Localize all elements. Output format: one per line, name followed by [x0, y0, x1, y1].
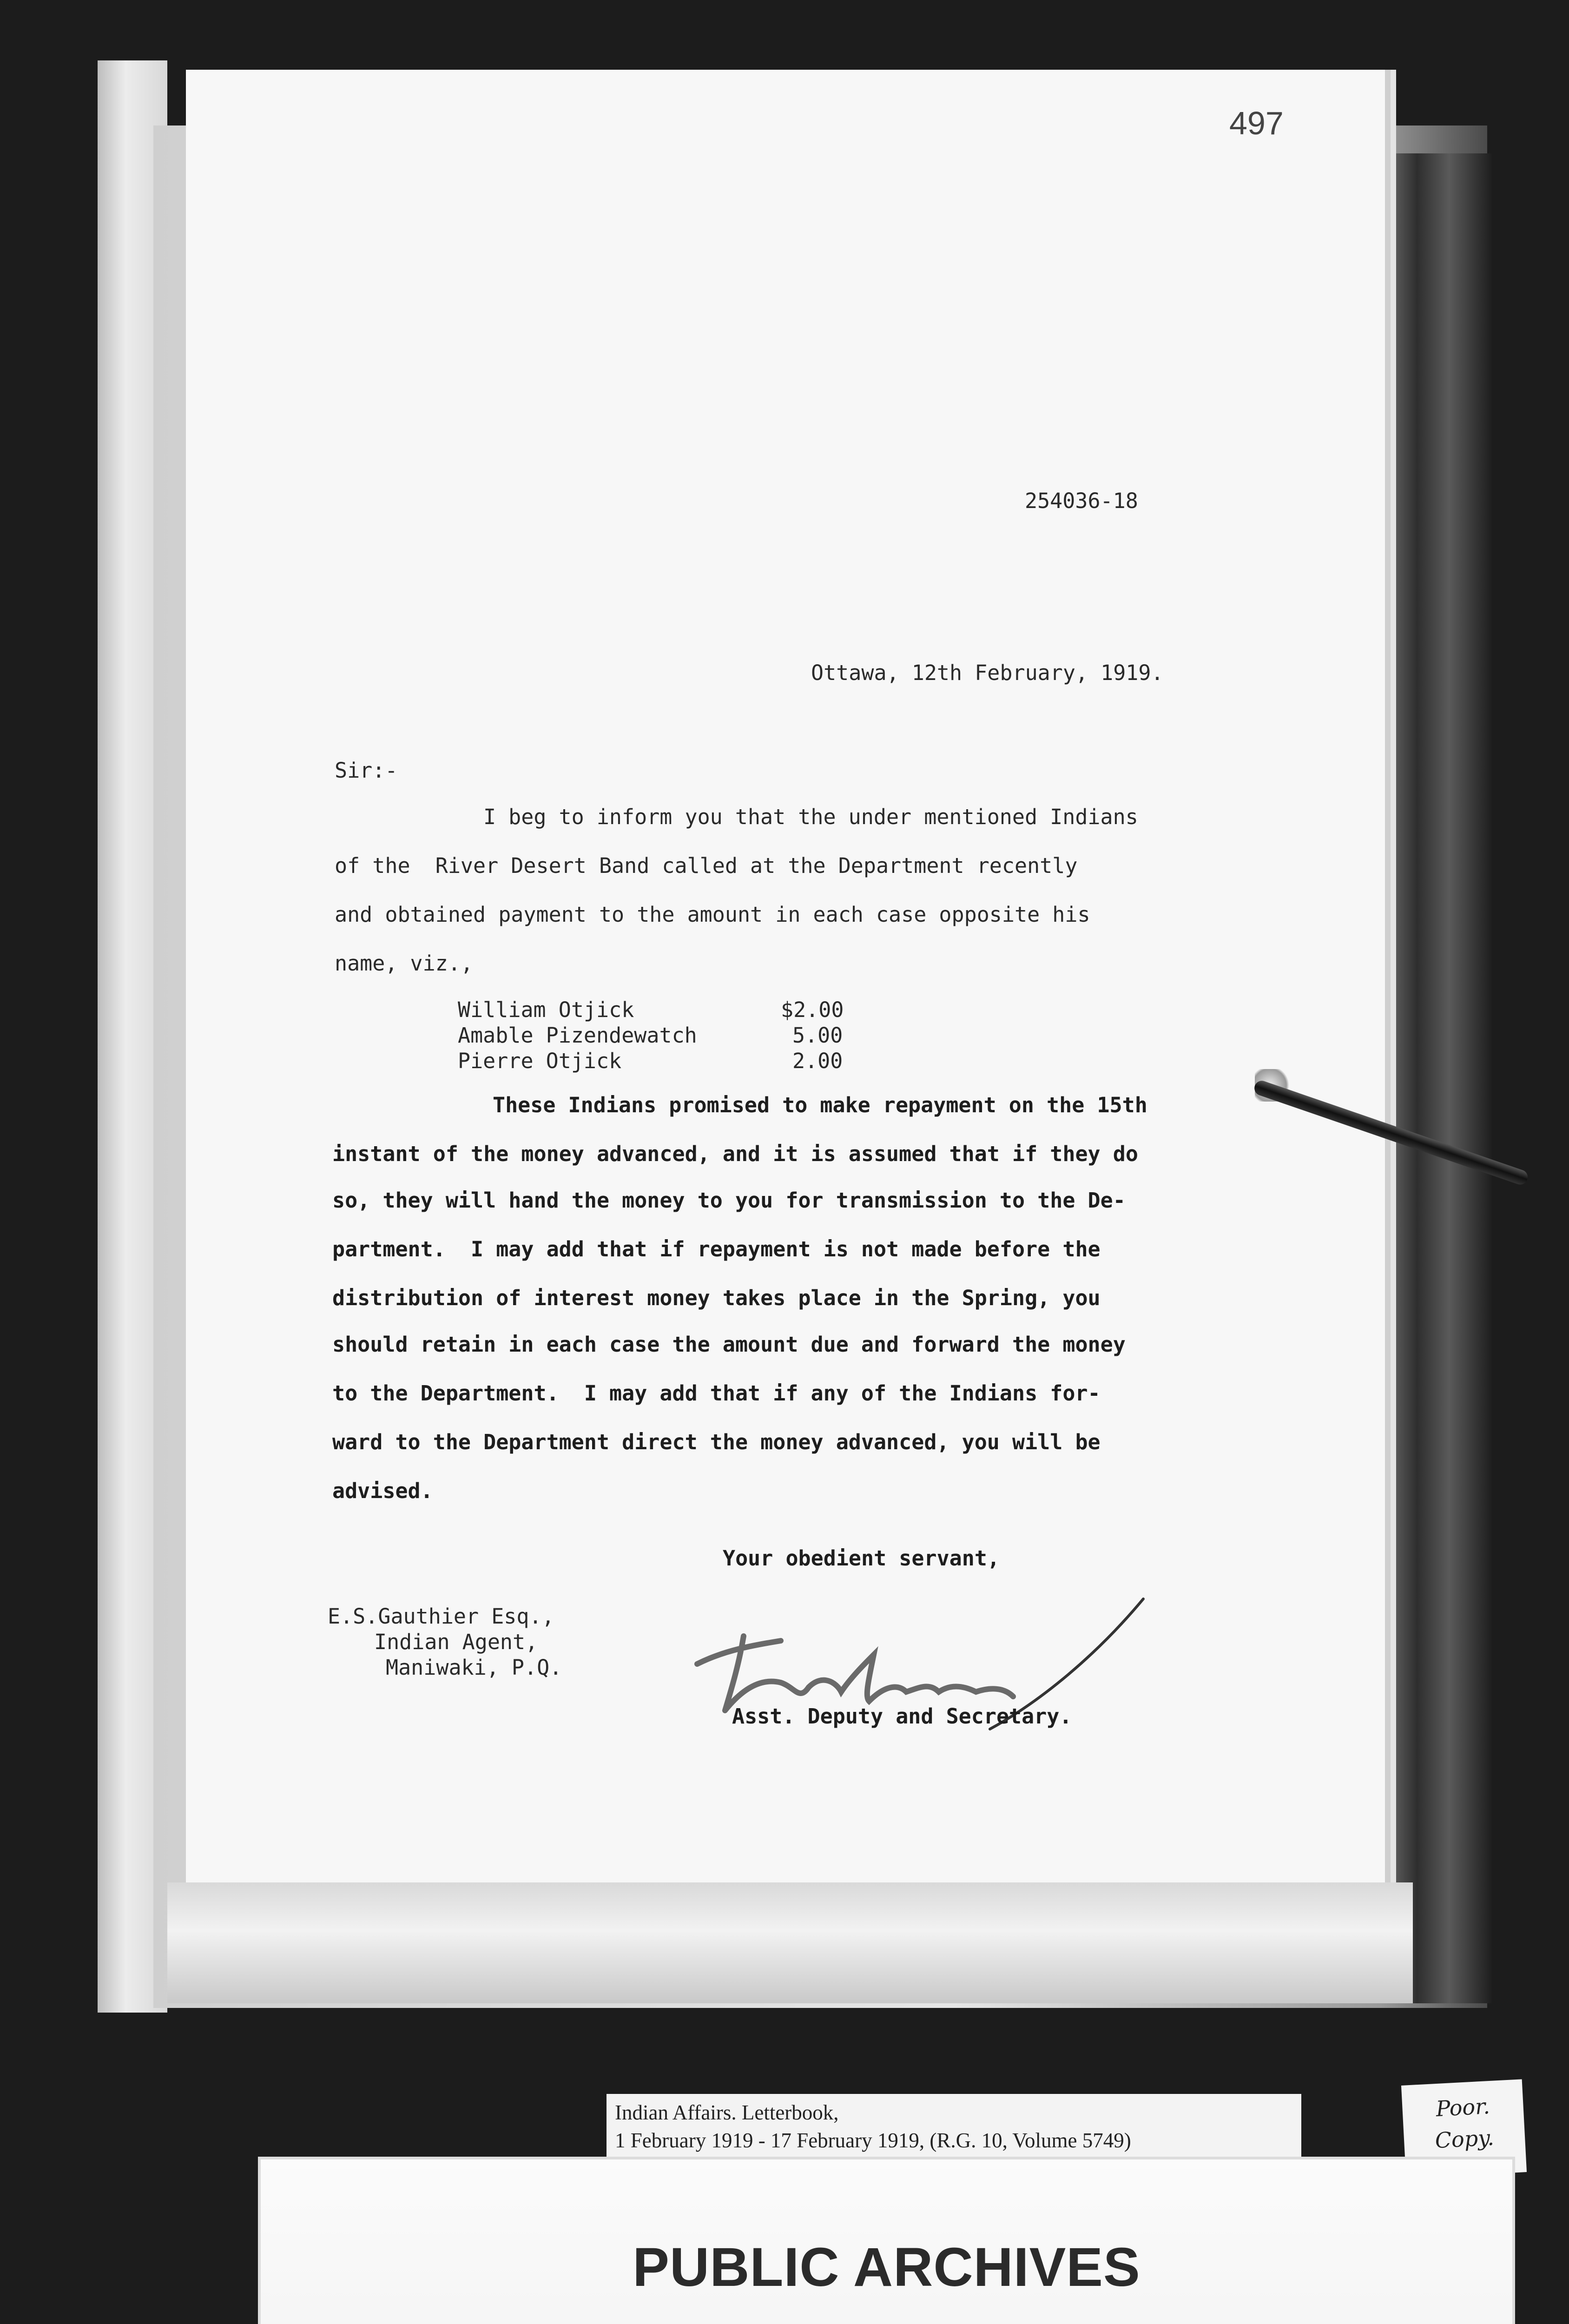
archives-english: PUBLIC ARCHIVES [633, 2237, 1140, 2298]
payee-name: William Otjick [458, 997, 634, 1022]
book-edge [1385, 153, 1492, 2003]
addressee-name: E.S.Gauthier Esq., [328, 1604, 554, 1629]
salutation: Sir:- [335, 758, 398, 783]
paragraph-line: partment. I may add that if repayment is not made before the [332, 1237, 1101, 1261]
letterbook-label-line: 1 February 1919 - 17 February 1919, (R.G. 10, Volume 5749) [615, 2129, 1131, 2152]
letterbook-label [607, 2094, 1301, 2161]
page-fold [167, 1882, 1413, 2003]
payee-name: Pierre Otjick [458, 1049, 622, 1073]
payment-amount: $2.00 [781, 997, 844, 1022]
paragraph-line: so, they will hand the money to you for transmission to the De- [332, 1188, 1126, 1213]
signoff: Your obedient servant, [723, 1546, 1000, 1571]
poor-copy-line: Poor. [1435, 2093, 1490, 2122]
addressee-location: Maniwaki, P.Q. [386, 1655, 562, 1680]
paragraph-line: These Indians promised to make repayment on the 15th [493, 1093, 1147, 1117]
payment-amount: 2.00 [792, 1049, 843, 1073]
paragraph-line: to the Department. I may add that if any of the Indians for- [332, 1381, 1101, 1406]
payee-name: Amable Pizendewatch [458, 1023, 697, 1048]
page-number: 497 [1229, 105, 1284, 141]
file-reference: 254036-18 [1025, 489, 1138, 513]
paragraph-line: name, viz., [335, 951, 474, 976]
paragraph-line: should retain in each case the amount due and forward the money [332, 1332, 1126, 1357]
signer-title: Asst. Deputy and Secretary. [732, 1704, 1072, 1729]
paragraph-line: of the River Desert Band called at the Department recently [335, 853, 1078, 878]
date-line: Ottawa, 12th February, 1919. [811, 660, 1164, 685]
paragraph-line: ward to the Department direct the money advanced, you will be [332, 1430, 1101, 1454]
addressee-title: Indian Agent, [374, 1630, 538, 1654]
letterbook-label-line: Indian Affairs. Letterbook, [615, 2101, 839, 2124]
poor-copy-line: Copy. [1434, 2125, 1495, 2153]
paragraph-line: advised. [332, 1479, 433, 1503]
archives-label [258, 2157, 1515, 2324]
paragraph-line: I beg to inform you that the under mentioned Indians [483, 805, 1138, 829]
paragraph-line: distribution of interest money takes place in the Spring, you [332, 1286, 1101, 1310]
paragraph-line: and obtained payment to the amount in each case opposite his [335, 902, 1090, 927]
paragraph-line: instant of the money advanced, and it is assumed that if they do [332, 1142, 1138, 1166]
payment-amount: 5.00 [792, 1023, 843, 1048]
